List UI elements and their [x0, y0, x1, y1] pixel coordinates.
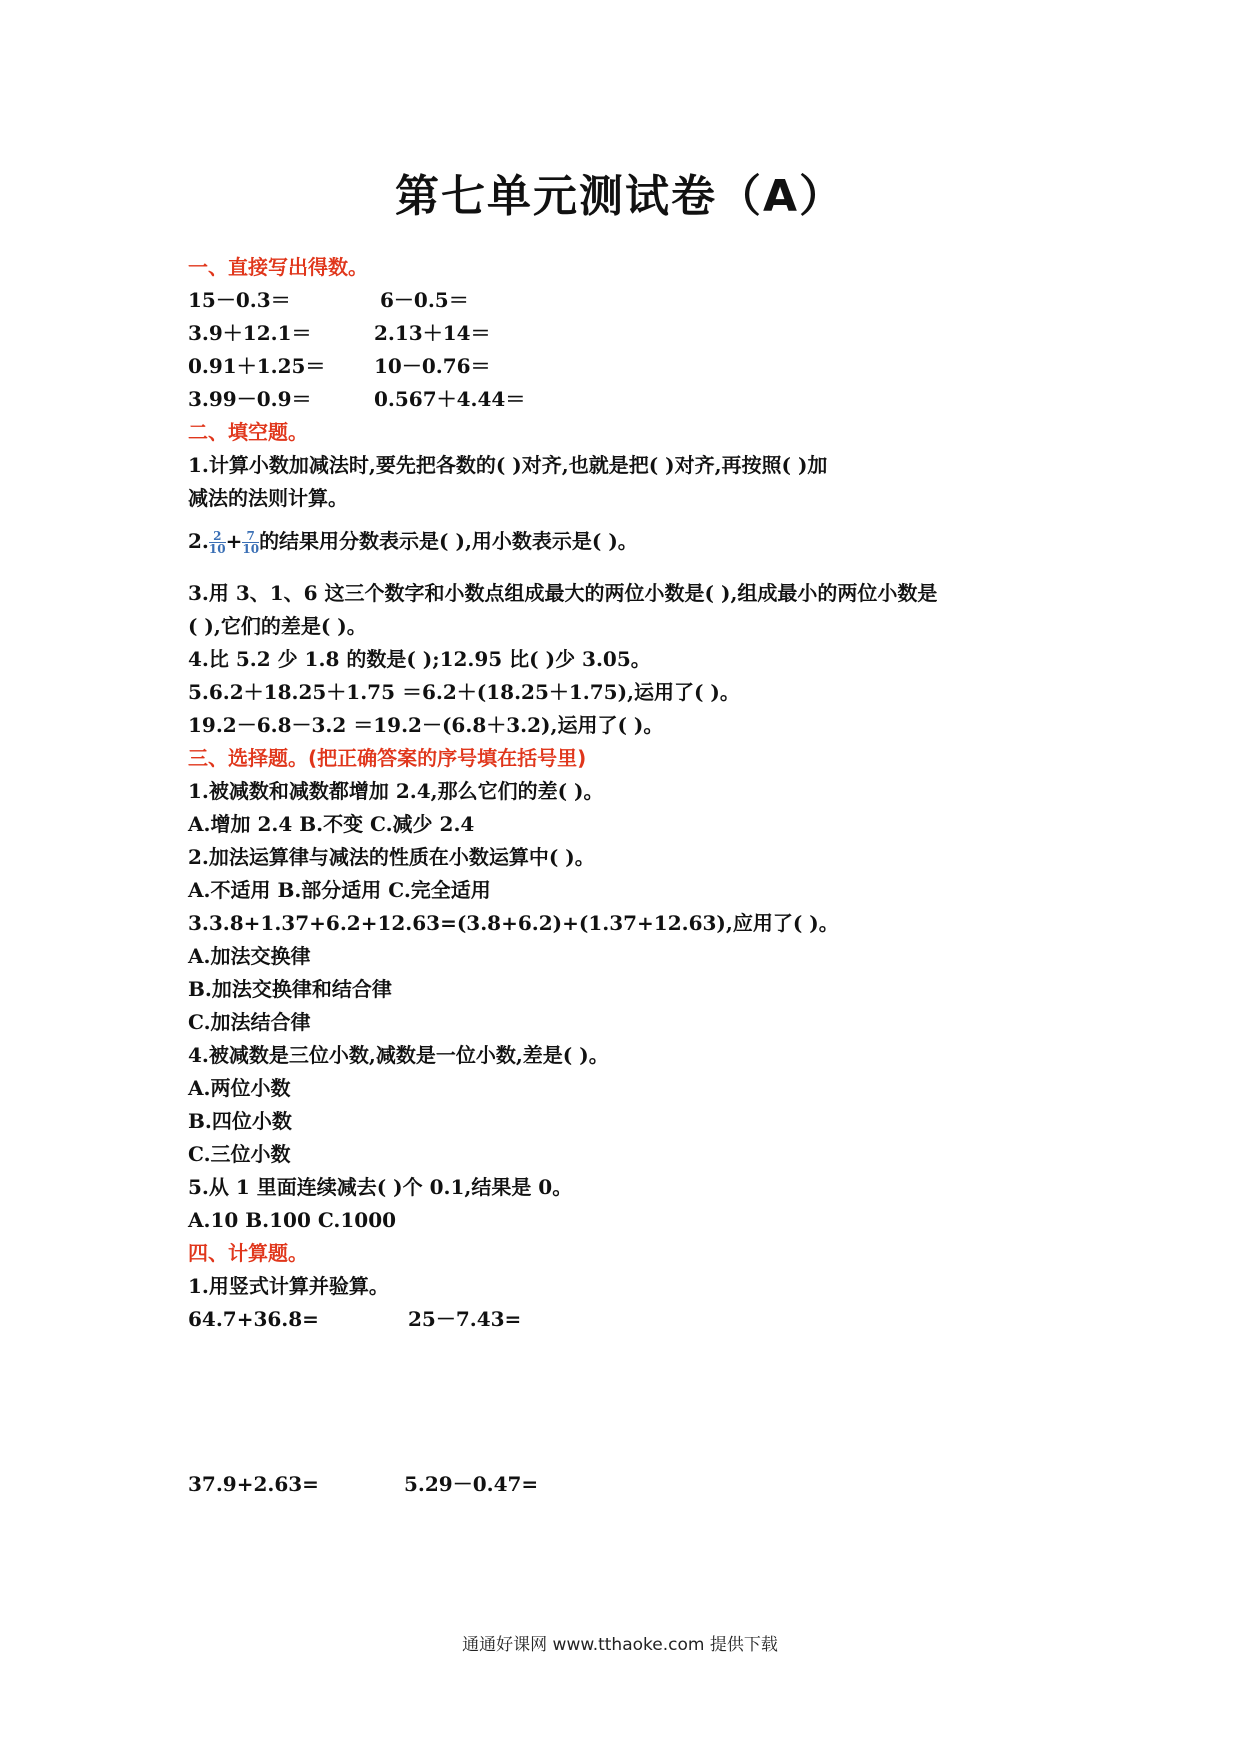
calc-item: 3.9＋12.1＝	[188, 321, 312, 345]
calc-item: 15－0.3＝	[188, 288, 291, 312]
question-text: 4.被减数是三位小数,减数是一位小数,差是( )。	[188, 1043, 609, 1067]
section-heading-4: 四、计算题。	[188, 1241, 308, 1265]
calc-item: 25－7.43=	[408, 1307, 522, 1331]
question-text: 5.6.2＋18.25＋1.75 ＝6.2＋(18.25＋1.75),运用了( )。	[188, 680, 740, 704]
question-text: 1.被减数和减数都增加 2.4,那么它们的差( )。	[188, 779, 604, 803]
fraction: $\frac{2}{10}$	[208, 529, 226, 556]
calc-item: 64.7+36.8=	[188, 1307, 319, 1331]
calc-row	[188, 1306, 522, 1332]
calc-row	[188, 287, 469, 313]
question-text: 1.计算小数加减法时,要先把各数的( )对齐,也就是把( )对齐,再按照( )加	[188, 453, 828, 477]
calc-item: 5.29－0.47=	[404, 1472, 539, 1496]
answer-option: B.加法交换律和结合律	[188, 977, 392, 1001]
footer-text: 通通好课网 www.tthaoke.com 提供下载	[462, 1635, 778, 1655]
answer-options: A.增加 2.4 B.不变 C.减少 2.4	[188, 812, 475, 836]
calc-row	[188, 353, 491, 379]
answer-option: A.加法交换律	[188, 944, 311, 968]
question-text: 2. $\frac{2}{10}$ + $\frac{7}{10}$ 的结果用分数表示是( ),用小数表示是( )。	[188, 529, 638, 556]
calc-item: 10－0.76＝	[374, 354, 491, 378]
question-text: 2.加法运算律与减法的性质在小数运算中( )。	[188, 845, 595, 869]
question-text: 3.3.8+1.37+6.2+12.63=(3.8+6.2)+(1.37+12.63),应用了( )。	[188, 911, 839, 935]
answer-option: A.两位小数	[188, 1076, 291, 1100]
section-heading-3: 三、选择题。(把正确答案的序号填在括号里)	[188, 746, 587, 770]
calc-row	[188, 320, 491, 346]
question-text: 4.比 5.2 少 1.8 的数是( );12.95 比( )少 3.05。	[188, 647, 651, 671]
calc-item: 3.99－0.9＝	[188, 387, 312, 411]
answer-options: A.不适用 B.部分适用 C.完全适用	[188, 878, 491, 902]
calc-item: 0.91＋1.25＝	[188, 354, 326, 378]
question-text: 减法的法则计算。	[188, 486, 348, 510]
question-text: 5.从 1 里面连续减去( )个 0.1,结果是 0。	[188, 1175, 573, 1199]
calc-item: 6－0.5＝	[380, 288, 469, 312]
answer-options: A.10 B.100 C.1000	[188, 1208, 397, 1232]
question-text: ( ),它们的差是( )。	[188, 614, 367, 638]
calc-item: 0.567＋4.44＝	[374, 387, 526, 411]
calc-item: 37.9+2.63=	[188, 1472, 319, 1496]
question-text: 3.用 3、1、6 这三个数字和小数点组成最大的两位小数是( ),组成最小的两位小数是	[188, 581, 938, 605]
calc-row	[188, 386, 526, 412]
answer-option: B.四位小数	[188, 1109, 292, 1133]
fraction: $\frac{7}{10}$	[242, 529, 260, 556]
calc-item: 2.13＋14＝	[374, 321, 491, 345]
answer-option: C.加法结合律	[188, 1010, 311, 1034]
page-title: 第七单元测试卷（A）	[394, 171, 846, 222]
question-text: 1.用竖式计算并验算。	[188, 1274, 389, 1298]
section-heading-1: 一、直接写出得数。	[188, 255, 368, 279]
section-heading-2: 二、填空题。	[188, 420, 308, 444]
calc-row	[188, 1471, 539, 1497]
answer-option: C.三位小数	[188, 1142, 291, 1166]
question-text: 19.2－6.8－3.2 ＝19.2－(6.8＋3.2),运用了( )。	[188, 713, 664, 737]
